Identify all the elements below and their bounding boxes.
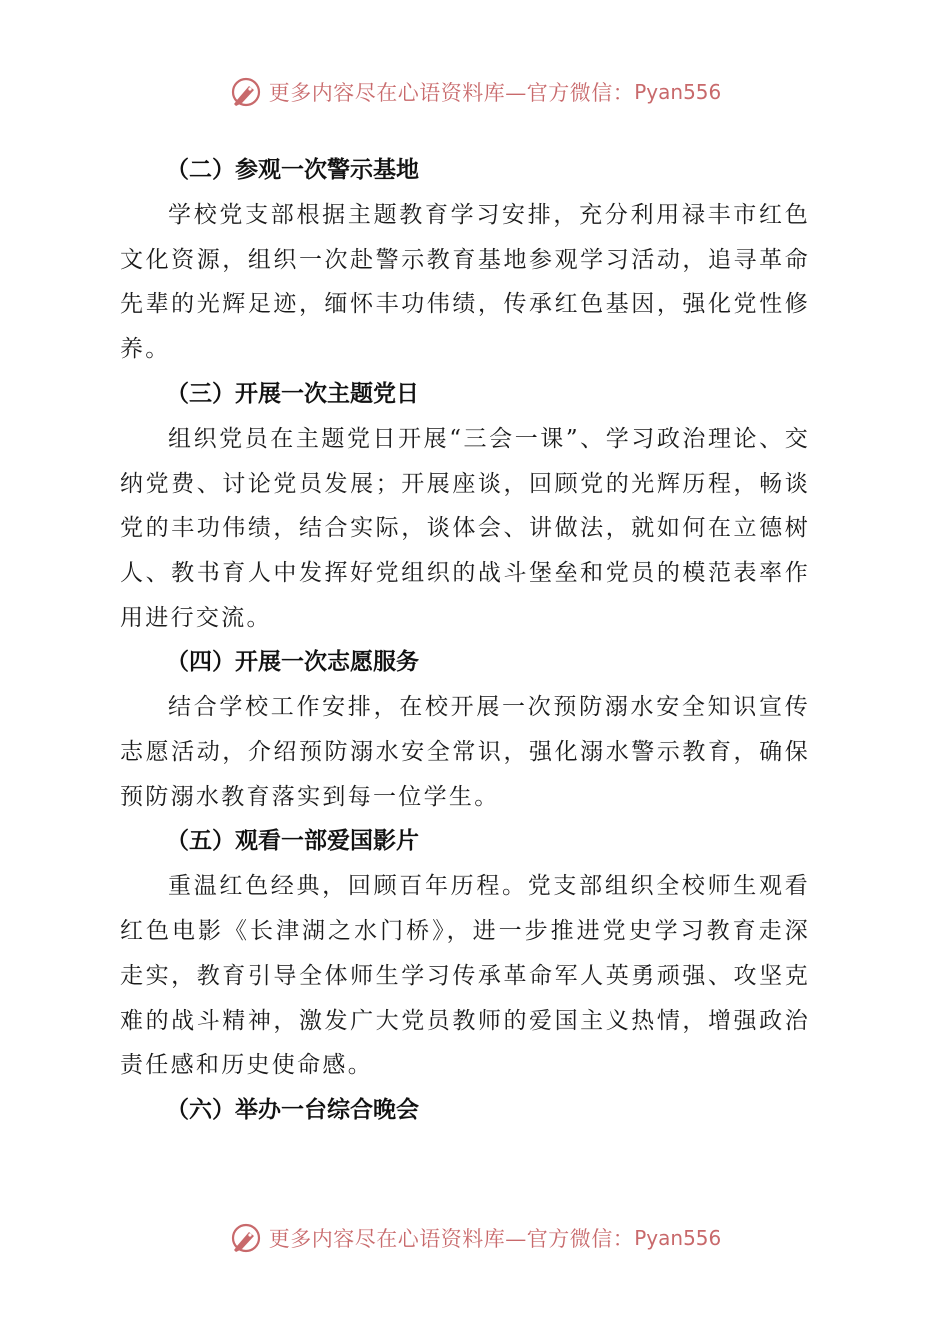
pen-nib-logo-icon [229,1221,263,1255]
document-body [120,148,810,1133]
banner-text: 更多内容尽在心语资料库—官方微信： [268,1227,635,1251]
section-body-2: 学校党支部根据主题教育学习安排，充分利用禄丰市红色文化资源，组织一次赴警示教育基地参观学习活动，追寻革命先辈的光辉足迹，缅怀丰功伟绩，传承红色基因，强化党性修养。 [120,202,810,363]
footer-banner [0,1218,950,1258]
pen-nib-logo-icon [229,75,263,109]
section-heading-5: （五）观看一部爱国影片 [166,828,419,855]
section-body-4: 结合学校工作安排，在校开展一次预防溺水安全知识宣传志愿活动，介绍预防溺水安全常识，强化溺水警示教育，确保预防溺水教育落实到每一位学生。 [120,694,810,810]
section-heading-6: （六）举办一台综合晚会 [166,1096,419,1123]
section-body-3: 组织党员在主题党日开展“三会一课”、学习政治理论、交纳党费、讨论党员发展；开展座谈，回顾党的光辉历程，畅谈党的丰功伟绩，结合实际，谈体会、讲做法，就如何在立德树人、教书育人中发挥好党组织的战斗堡垒和党员的模范表率作用进行交流。 [120,425,810,631]
banner-text: 更多内容尽在心语资料库—官方微信： [268,81,635,105]
banner-wechat-id: Pyan556 [634,80,722,104]
banner-wechat-id: Pyan556 [634,1226,722,1250]
section-heading-2: （二）参观一次警示基地 [166,157,419,183]
section-body-5: 重温红色经典，回顾百年历程。党支部组织全校师生观看红色电影《长津湖之水门桥》，进一步推进党史学习教育走深走实，教育引导全体师生学习传承革命军人英勇顽强、攻坚克难的战斗精神，激发广大党员教师的爱国主义热情，增强政治责任感和历史使命感。 [120,873,810,1079]
section-heading-3: （三）开展一次主题党日 [166,380,419,407]
header-banner [0,72,950,112]
section-heading-4: （四）开展一次志愿服务 [166,649,419,676]
